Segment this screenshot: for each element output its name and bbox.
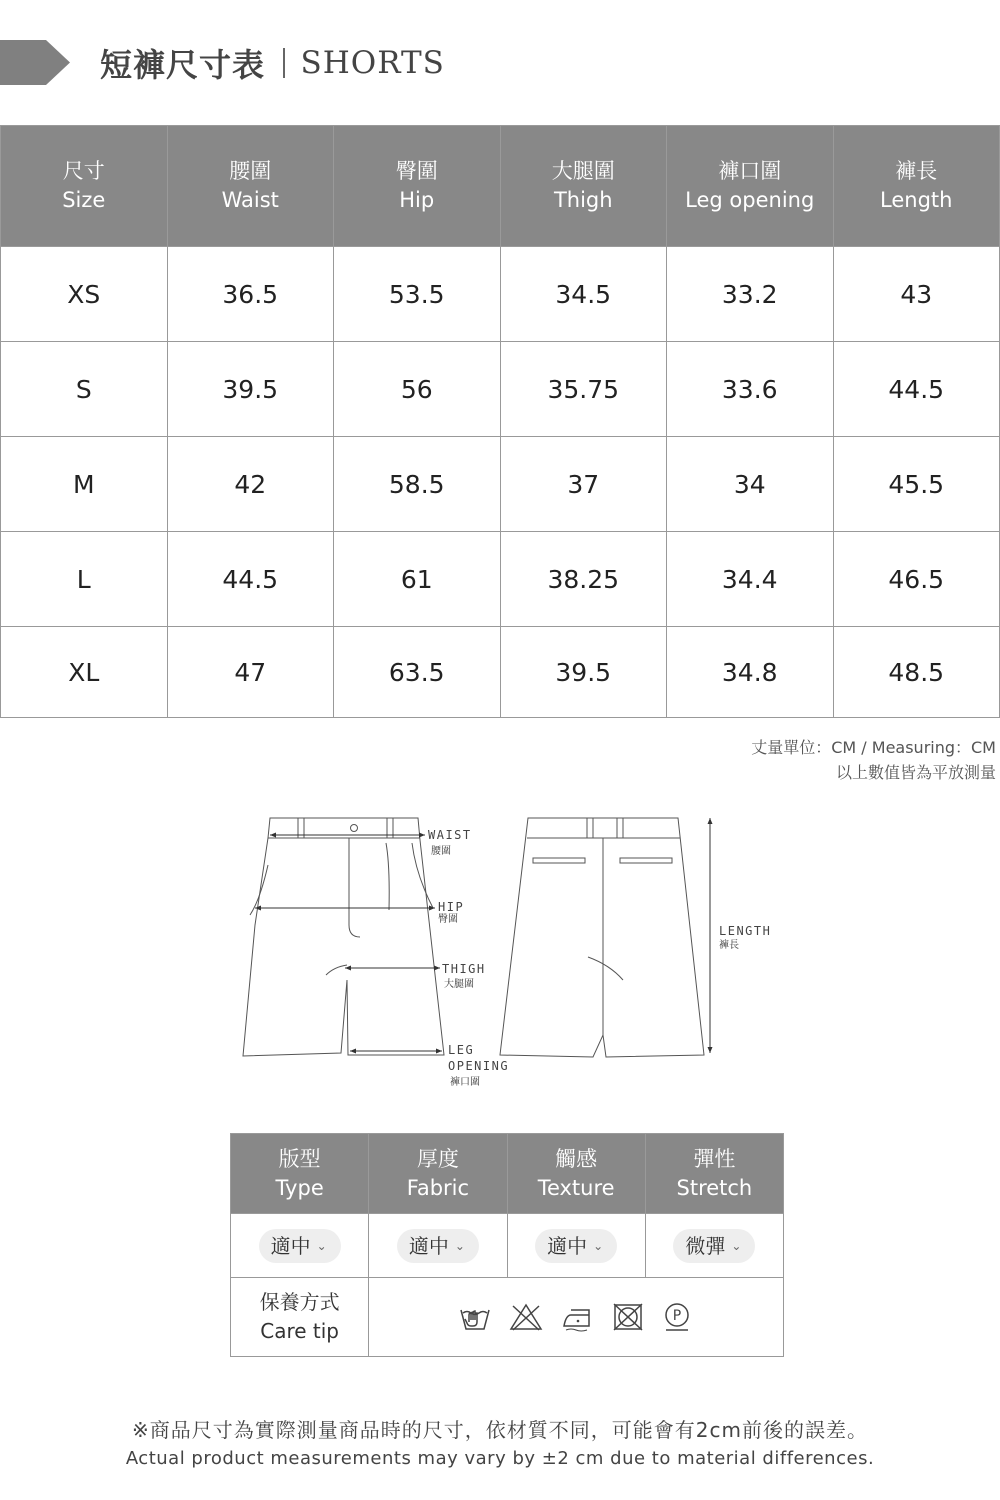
measurement-diagram [230, 805, 810, 1105]
hip-label: HIP [438, 900, 465, 914]
cell-waist: 42 [167, 437, 334, 532]
cell-waist: 47 [167, 627, 334, 718]
cell-length: 45.5 [833, 437, 1000, 532]
do-not-tumble-dry-icon [612, 1302, 644, 1332]
hip-label-zh: 臀圍 [438, 914, 458, 925]
table-row [1, 437, 1000, 532]
units-note [751, 735, 996, 785]
type-dropdown[interactable] [259, 1229, 341, 1263]
cell-size: S [1, 342, 168, 437]
shorts-back-view [500, 818, 713, 1057]
thigh-label-zh: 大腿圍 [444, 979, 474, 990]
header-thigh: 大腿圍 Thigh [500, 126, 667, 247]
care-row [231, 1278, 784, 1357]
title-chinese: 短褲尺寸表 [100, 46, 266, 84]
cell-leg-opening: 34 [667, 437, 834, 532]
header-texture: 觸感 Texture [507, 1134, 645, 1214]
units-line: 丈量單位：CM / Measuring：CM [751, 738, 996, 757]
cell-thigh: 35.75 [500, 342, 667, 437]
cell-leg-opening: 33.6 [667, 342, 834, 437]
header-size: 尺寸 Size [1, 126, 168, 247]
title-separator [283, 48, 285, 78]
cell-hip: 53.5 [334, 247, 501, 342]
header-stretch: 彈性 Stretch [645, 1134, 783, 1214]
cell-hip: 58.5 [334, 437, 501, 532]
size-chart-table [0, 125, 1000, 718]
table-row [1, 247, 1000, 342]
stretch-dropdown[interactable] [673, 1229, 755, 1263]
shorts-front-view [243, 818, 444, 1056]
fabric-value: 適中 [408, 1233, 449, 1258]
shorts-illustration [230, 805, 810, 1105]
title-arrow-icon [0, 40, 70, 85]
cell-hip: 56 [334, 342, 501, 437]
attributes-header-row [231, 1134, 784, 1214]
header-hip: 臀圍 Hip [334, 126, 501, 247]
type-cell [231, 1214, 369, 1278]
header-type: 版型 Type [231, 1134, 369, 1214]
cell-waist: 44.5 [167, 532, 334, 627]
fabric-dropdown[interactable] [397, 1229, 479, 1263]
cell-length: 43 [833, 247, 1000, 342]
hand-wash-icon [459, 1302, 491, 1332]
care-label-cell [231, 1278, 369, 1357]
leg-opening-label-zh: 褲口圍 [450, 1077, 480, 1088]
cell-size: M [1, 437, 168, 532]
header-waist: 腰圍 Waist [167, 126, 334, 247]
type-value: 適中 [270, 1233, 311, 1258]
table-row [1, 627, 1000, 718]
cell-leg-opening: 33.2 [667, 247, 834, 342]
fabric-cell [369, 1214, 507, 1278]
cell-leg-opening: 34.8 [667, 627, 834, 718]
care-icons-cell [369, 1278, 784, 1357]
cell-waist: 39.5 [167, 342, 334, 437]
flat-measure-note: 以上數值皆為平放測量 [835, 763, 996, 782]
page-title [100, 38, 445, 88]
texture-dropdown[interactable] [535, 1229, 617, 1263]
care-label-en: Care tip [260, 1319, 339, 1343]
leg-opening-label-2: OPENING [448, 1059, 510, 1073]
cell-size: XS [1, 247, 168, 342]
cell-thigh: 39.5 [500, 627, 667, 718]
title-english: SHORTS [300, 45, 445, 81]
stretch-value: 微彈 [685, 1233, 726, 1258]
cell-length: 48.5 [833, 627, 1000, 718]
leg-opening-label: LEG [448, 1043, 475, 1057]
disclaimer-en: Actual product measurements may vary by ±2 cm due to material differences. [125, 1448, 875, 1469]
waist-label-zh: 腰圍 [431, 846, 451, 857]
cell-length: 44.5 [833, 342, 1000, 437]
texture-value: 適中 [547, 1233, 588, 1258]
size-table-header-row [1, 126, 1000, 247]
svg-text:P: P [672, 1308, 682, 1324]
thigh-label: THIGH [442, 962, 486, 976]
cell-thigh: 34.5 [500, 247, 667, 342]
cell-size: XL [1, 627, 168, 718]
disclaimer-zh: ※商品尺寸為實際測量商品時的尺寸，依材質不同，可能會有2cm前後的誤差。 [132, 1418, 868, 1442]
waist-label: WAIST [428, 828, 472, 842]
care-label-zh: 保養方式 [259, 1290, 340, 1314]
care-icons [369, 1301, 783, 1333]
cell-thigh: 37 [500, 437, 667, 532]
attributes-value-row [231, 1214, 784, 1278]
header-fabric: 厚度 Fabric [369, 1134, 507, 1214]
chevron-down-icon: ⌄ [593, 1238, 604, 1253]
do-not-bleach-icon [508, 1302, 544, 1332]
table-row [1, 532, 1000, 627]
chevron-down-icon: ⌄ [454, 1238, 465, 1253]
cell-waist: 36.5 [167, 247, 334, 342]
chevron-down-icon: ⌄ [316, 1238, 327, 1253]
low-iron-icon [561, 1302, 595, 1332]
stretch-cell [645, 1214, 783, 1278]
cell-leg-opening: 34.4 [667, 532, 834, 627]
texture-cell [507, 1214, 645, 1278]
header-leg-opening: 褲口圍 Leg opening [667, 126, 834, 247]
attributes-table [230, 1133, 784, 1357]
length-label: LENGTH [719, 924, 772, 938]
cell-thigh: 38.25 [500, 532, 667, 627]
cell-hip: 61 [334, 532, 501, 627]
length-label-zh: 褲長 [719, 940, 739, 951]
header-length: 褲長 Length [833, 126, 1000, 247]
cell-size: L [1, 532, 168, 627]
table-row [1, 342, 1000, 437]
cell-length: 46.5 [833, 532, 1000, 627]
chevron-down-icon: ⌄ [731, 1238, 742, 1253]
cell-hip: 63.5 [334, 627, 501, 718]
professional-dry-clean-icon [661, 1301, 693, 1333]
